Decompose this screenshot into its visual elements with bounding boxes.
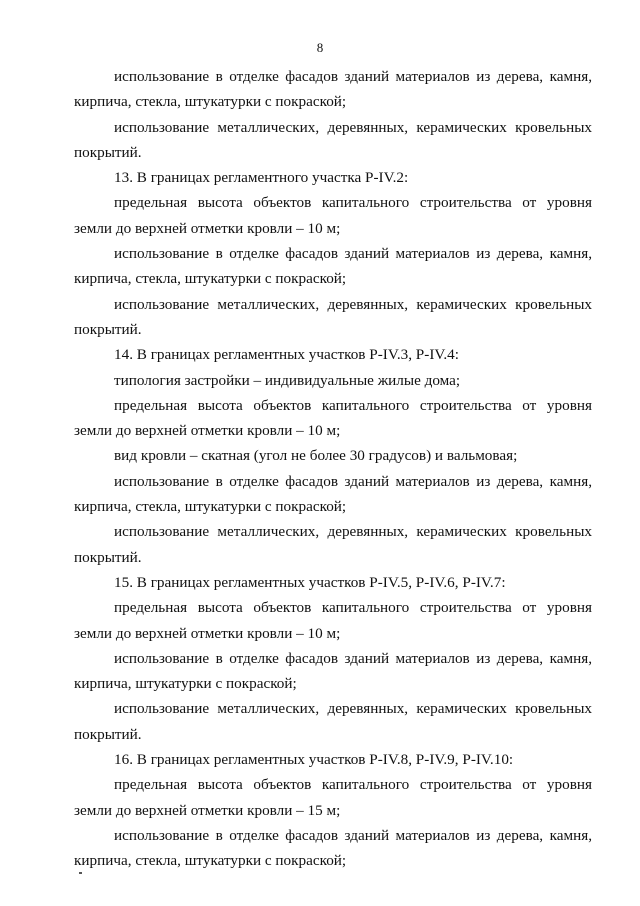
paragraph: использование металлических, деревянных, керамических кровельных покрытий. bbox=[74, 700, 592, 743]
document-body bbox=[74, 64, 592, 874]
paragraph: предельная высота объектов капитального строительства от уровня земли до верхней отметки кровли – 10 м; bbox=[74, 599, 592, 642]
page-number: 8 bbox=[316, 40, 324, 55]
section-heading-16: 16. В границах регламентных участков Р-IV.8, Р-IV.9, Р-IV.10: bbox=[114, 751, 514, 769]
paragraph: вид кровли – скатная (угол не более 30 градусов) и вальмовая; bbox=[114, 447, 518, 465]
section-heading-15: 15. В границах регламентных участков Р-IV.5, Р-IV.6, Р-IV.7: bbox=[114, 573, 506, 591]
paragraph: предельная высота объектов капитального строительства от уровня земли до верхней отметки кровли – 15 м; bbox=[74, 776, 592, 819]
paragraph: использование в отделке фасадов зданий материалов из дерева, камня, кирпича, стекла, штукатурки с покраской; bbox=[74, 472, 592, 516]
paragraph: использование в отделке фасадов зданий материалов из дерева, камня, кирпича, стекла, штукатурки с покраской; bbox=[74, 245, 592, 288]
paragraph: использование металлических, деревянных, керамических кровельных покрытий. bbox=[74, 523, 592, 566]
paragraph: предельная высота объектов капитального строительства от уровня земли до верхней отметки кровли – 10 м; bbox=[74, 194, 592, 237]
paragraph: типология застройки – индивидуальные жилые дома; bbox=[114, 371, 461, 389]
paragraph: использование металлических, деревянных, керамических кровельных покрытий. bbox=[74, 118, 592, 161]
paragraph: использование металлических, деревянных, керамических кровельных покрытий. bbox=[74, 295, 592, 338]
paragraph: использование в отделке фасадов зданий материалов из дерева, камня, кирпича, стекла, штукатурки с покраской; bbox=[74, 68, 592, 111]
paragraph: предельная высота объектов капитального строительства от уровня земли до верхней отметки кровли – 10 м; bbox=[74, 396, 592, 440]
paragraph: использование в отделке фасадов зданий материалов из дерева, камня, кирпича, стекла, штукатурки с покраской; bbox=[74, 826, 592, 870]
section-heading-14: 14. В границах регламентных участков Р-IV.3, Р-IV.4: bbox=[114, 346, 459, 364]
section-heading-13: 13. В границах регламентного участка Р-IV.2: bbox=[114, 169, 409, 187]
paragraph: использование в отделке фасадов зданий материалов из дерева, камня, кирпича, штукатурки с покраской; bbox=[74, 649, 592, 693]
scan-mark bbox=[79, 872, 82, 874]
